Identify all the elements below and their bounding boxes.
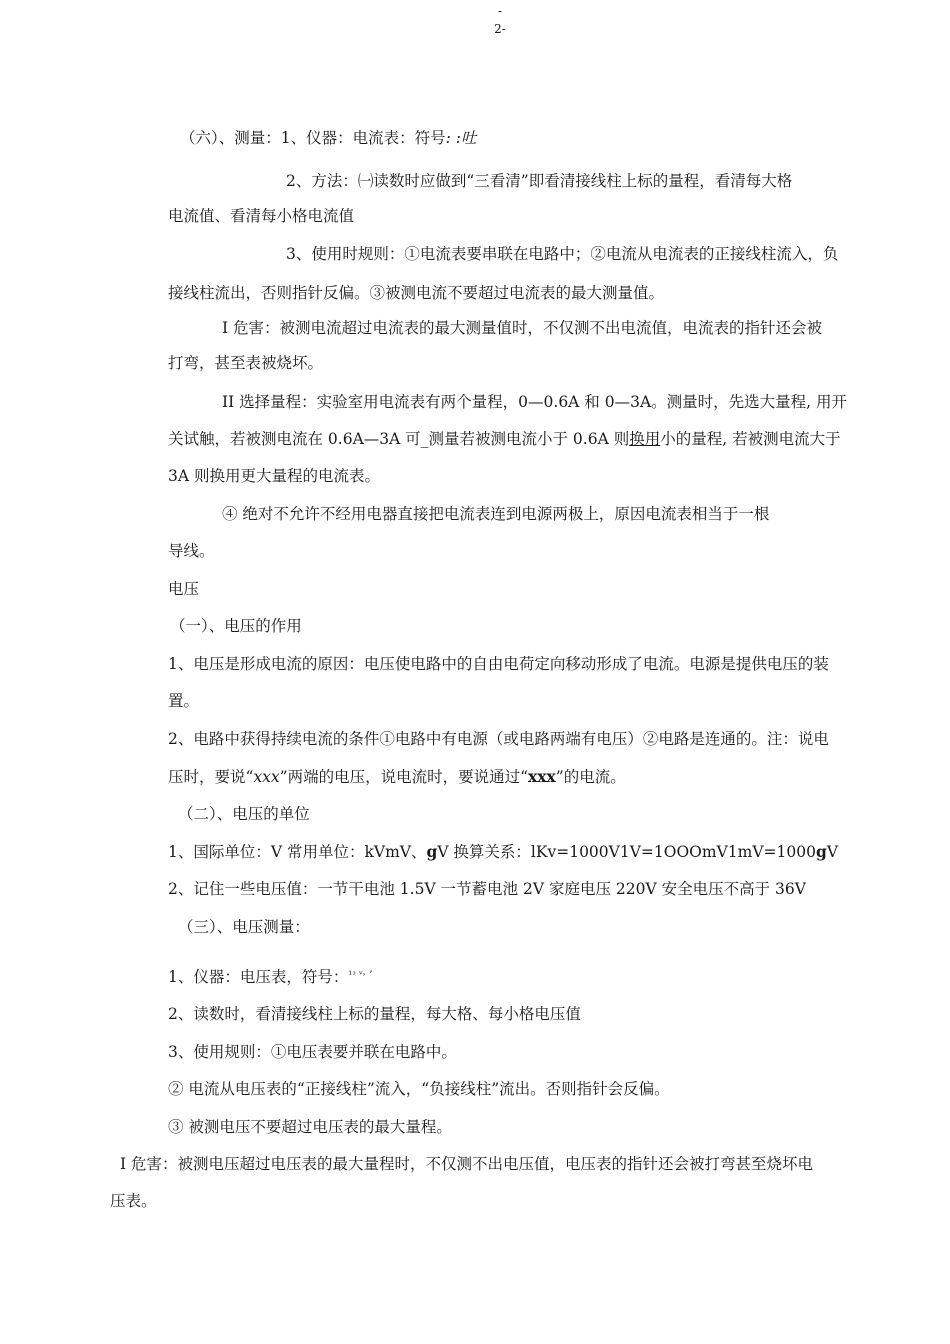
heading-voltage-function: （一）、电压的作用 — [170, 617, 302, 635]
line-units — [168, 842, 838, 862]
italic-text: xxx — [253, 768, 280, 786]
section-title-voltage: 电压 — [168, 580, 200, 598]
line-usage-rules-cont: 接线柱流出，否则指针反偏。③被测电流不要超过电流表的最大测量值。 — [168, 284, 665, 302]
line-measure-instrument — [180, 128, 477, 148]
text: ”的电流。 — [555, 768, 626, 786]
text: 1、国际单位：V 常用单位：kVmV、 — [168, 843, 427, 861]
line-hazard-current-cont: 打弯，甚至表被烧坏。 — [168, 354, 324, 372]
header-dash: - — [497, 4, 503, 18]
line-method-cont: 电流值、看清每小格电流值 — [168, 207, 355, 225]
underlined-text: 换用 — [629, 430, 661, 448]
line-reading: 2、读数时，看清接线柱上标的量程，每大格、每小格电压值 — [168, 1005, 581, 1023]
line-rules-parallel: 3、使用规则：①电压表要并联在电路中。 — [168, 1043, 457, 1061]
text: （六）、测量：1、仪器：电流表：符号 — [180, 129, 446, 147]
line-voltmeter — [168, 966, 372, 987]
bold-text: g — [426, 842, 438, 861]
line-hazard-voltage: I 危害：被测电压超过电压表的最大量程时，不仅测不出电压值，电压表的指针还会被打弯甚至烧坏电 — [120, 1155, 814, 1173]
line-select-range-cont — [168, 429, 841, 449]
ammeter-symbol-text: : :吐 — [445, 129, 477, 147]
line-voltage-values: 2、记住一些电压值：一节干电池 1.5V 一节蓄电池 2V 家庭电压 220V 安全电压不高于 36V — [168, 880, 806, 898]
heading-voltage-measure: （三）、电压测量： — [178, 918, 310, 936]
line-voltage-cause-cont: 置。 — [168, 692, 200, 710]
text: V 换算关系：lKv=1000V1V=1OOOmV1mV=1000 — [437, 843, 816, 861]
line-never-direct: ④ 绝对不允许不经用电器直接把电流表连到电源两极上，原因电流表相当于一根 — [222, 505, 770, 523]
line-hazard-voltage-cont: 压表。 — [110, 1192, 157, 1210]
line-rules-direction: ② 电流从电压表的“正接线柱”流入，“负接线柱”流出。否则指针会反偏。 — [168, 1080, 670, 1098]
heading-voltage-unit: （二）、电压的单位 — [178, 805, 310, 823]
text: 1、仪器：电压表，符号： — [168, 968, 349, 986]
text: 小的量程, 若被测电流大于 — [660, 430, 841, 448]
line-rules-max: ③ 被测电压不要超过电压表的最大量程。 — [168, 1118, 452, 1136]
line-never-direct-cont: 导线。 — [168, 542, 215, 560]
text: ”两端的电压，说电流时，要说通过“ — [279, 768, 529, 786]
text: 关试触，若被测电流在 0.6A—3A 可_测量若被测电流小于 0.6A 则 — [168, 430, 630, 448]
line-method: 2、方法：㈠读数时应做到“三看清”即看清接线柱上标的量程，看清每大格 — [286, 172, 793, 190]
page-number: 2- — [494, 22, 506, 36]
voltmeter-symbol-text: ¹ᵌ ᵛ˒ ʼ — [348, 970, 373, 981]
line-continuous-current-cont — [168, 767, 626, 787]
text: 压时，要说“ — [168, 768, 254, 786]
line-select-range-end: 3A 则换用更大量程的电流表。 — [168, 467, 380, 485]
text: V — [826, 843, 839, 861]
bold-text: xxx — [528, 767, 556, 786]
line-hazard-current: I 危害：被测电流超过电流表的最大测量值时，不仅测不出电流值，电流表的指针还会被 — [222, 319, 823, 337]
line-select-range: II 选择量程：实验室用电流表有两个量程，0—0.6A 和 0—3A。测量时，先选大量程, 用开 — [222, 393, 848, 411]
line-usage-rules: 3、使用时规则：①电流表要串联在电路中；②电流从电流表的正接线柱流入，负 — [286, 245, 839, 263]
line-continuous-current: 2、电路中获得持续电流的条件①电路中有电源（或电路两端有电压）②电路是连通的。注：说电 — [168, 730, 829, 748]
line-voltage-cause: 1、电压是形成电流的原因：电压使电路中的自由电荷定向移动形成了电流。电源是提供电压的装 — [168, 655, 829, 673]
bold-text: g — [815, 842, 827, 861]
